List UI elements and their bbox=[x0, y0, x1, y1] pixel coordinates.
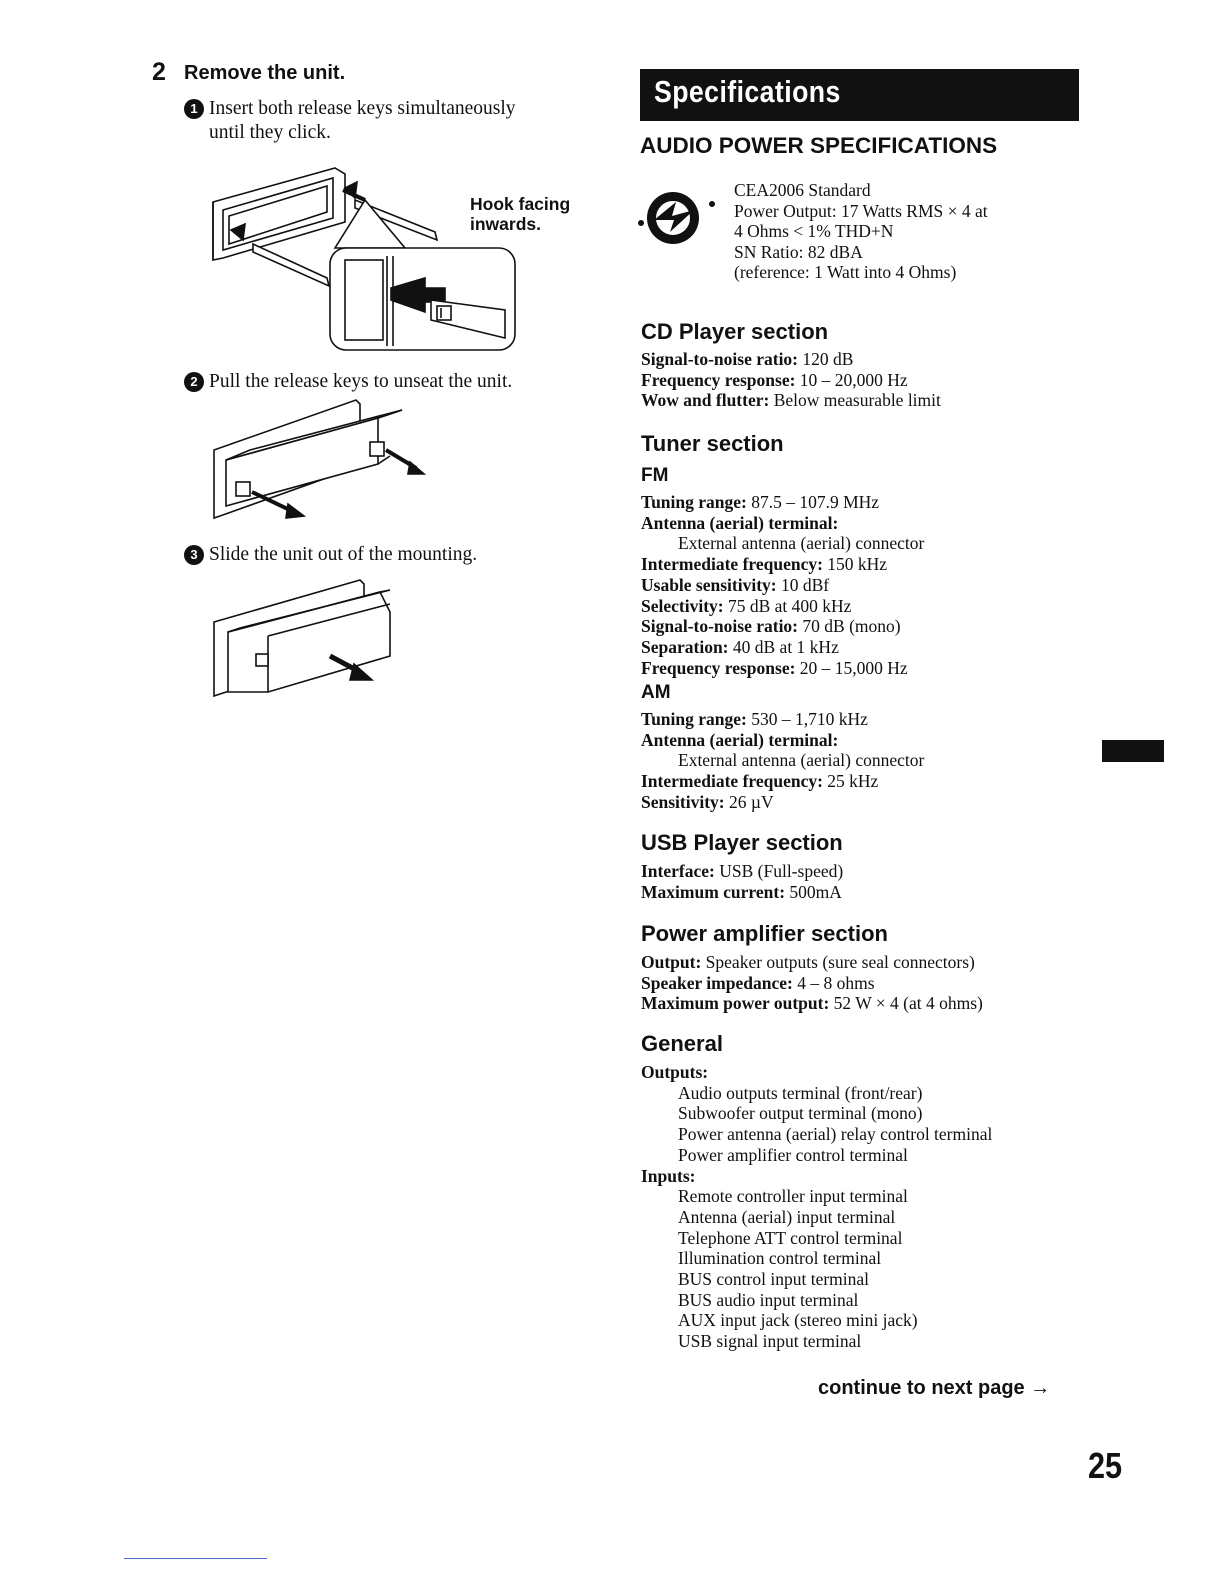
input-item: Remote controller input terminal bbox=[678, 1186, 908, 1207]
substep-1-line1: Insert both release keys simultaneously bbox=[209, 98, 516, 119]
fm-specs bbox=[641, 492, 924, 678]
spec-label: Signal-to-noise ratio: bbox=[641, 616, 799, 637]
step-title: Remove the unit. bbox=[184, 62, 346, 84]
step-3-circle-icon: 3 bbox=[184, 545, 204, 565]
spec-value: Below measurable limit bbox=[769, 390, 941, 411]
am-specs bbox=[641, 709, 924, 813]
substep-2-text: Pull the release keys to unseat the unit. bbox=[209, 371, 513, 392]
spec-label: Speaker impedance: bbox=[641, 972, 793, 993]
spec-label: Tuning range: bbox=[641, 492, 747, 512]
general-specs bbox=[641, 1062, 992, 1352]
cd-player-heading: CD Player section bbox=[641, 319, 829, 344]
spec-value: 500mA bbox=[785, 881, 842, 902]
spec-label: Usable sensitivity: bbox=[641, 574, 777, 595]
spec-value: 75 dB at 400 kHz bbox=[723, 595, 852, 616]
substep-1 bbox=[184, 97, 516, 145]
step-2-circle-icon: 2 bbox=[184, 372, 204, 392]
spec-value: External antenna (aerial) connector bbox=[678, 750, 925, 771]
input-item: USB signal input terminal bbox=[678, 1331, 862, 1352]
spec-value: 52 W × 4 (at 4 ohms) bbox=[829, 993, 983, 1014]
cea-2006-compliant-seal-icon bbox=[636, 180, 718, 254]
am-heading: AM bbox=[641, 682, 671, 703]
spec-value: External antenna (aerial) connector bbox=[678, 533, 925, 554]
spec-value: 70 dB (mono) bbox=[798, 616, 901, 637]
spec-value: 530 – 1,710 kHz bbox=[746, 709, 868, 729]
release-key-pull-illustration bbox=[210, 398, 440, 528]
substep-3 bbox=[184, 543, 477, 567]
amplifier-specs bbox=[641, 952, 983, 1014]
right-arrow-icon: → bbox=[1030, 1377, 1051, 1399]
spec-value: Speaker outputs (sure seal connectors) bbox=[701, 952, 975, 972]
spec-label: Antenna (aerial) terminal: bbox=[641, 729, 839, 750]
continue-text: continue to next page bbox=[818, 1377, 1025, 1399]
input-item: BUS audio input terminal bbox=[678, 1289, 859, 1310]
spec-label: Sensitivity: bbox=[641, 791, 725, 812]
usb-specs bbox=[641, 861, 843, 902]
hook-label-line2: inwards. bbox=[470, 214, 541, 234]
inputs-label: Inputs: bbox=[641, 1165, 696, 1186]
fm-heading: FM bbox=[641, 465, 669, 486]
cea-line-2: Power Output: 17 Watts RMS × 4 at bbox=[734, 200, 988, 221]
spec-value: 10 dBf bbox=[776, 574, 830, 595]
output-item: Power amplifier control terminal bbox=[678, 1144, 908, 1165]
spec-value: USB (Full-speed) bbox=[714, 861, 844, 881]
input-item: Antenna (aerial) input terminal bbox=[678, 1206, 896, 1227]
output-item: Audio outputs terminal (front/rear) bbox=[678, 1082, 923, 1103]
slide-unit-out-illustration bbox=[210, 576, 400, 700]
spec-label: Selectivity: bbox=[641, 595, 724, 616]
outputs-label: Outputs: bbox=[641, 1062, 709, 1082]
step-1-circle-icon: 1 bbox=[184, 99, 204, 119]
spec-label: Frequency response: bbox=[641, 657, 796, 678]
spec-value: 4 – 8 ohms bbox=[792, 972, 875, 993]
input-item: Telephone ATT control terminal bbox=[678, 1227, 903, 1248]
spec-label: Output: bbox=[641, 952, 702, 972]
release-key-insert-illustration bbox=[205, 160, 525, 360]
hook-facing-label bbox=[470, 194, 570, 234]
spec-label: Intermediate frequency: bbox=[641, 554, 823, 575]
spec-label: Maximum power output: bbox=[641, 993, 830, 1014]
spec-label: Frequency response: bbox=[641, 369, 796, 390]
spec-label: Separation: bbox=[641, 636, 729, 657]
spec-value: 150 kHz bbox=[822, 554, 888, 575]
page-number: 25 bbox=[1088, 1445, 1123, 1486]
footer-rule bbox=[124, 1558, 267, 1559]
input-item: BUS control input terminal bbox=[678, 1269, 870, 1290]
spec-value: 120 dB bbox=[798, 349, 854, 369]
audio-power-heading: AUDIO POWER SPECIFICATIONS bbox=[640, 133, 998, 158]
spec-label: Tuning range: bbox=[641, 709, 747, 729]
substep-3-text: Slide the unit out of the mounting. bbox=[209, 544, 478, 565]
cea-line-3: 4 Ohms < 1% THD+N bbox=[734, 221, 894, 241]
specifications-title: Specifications bbox=[654, 74, 841, 109]
input-item: AUX input jack (stereo mini jack) bbox=[678, 1310, 918, 1331]
specifications-banner bbox=[640, 69, 1079, 121]
substep-1-line2: until they click. bbox=[209, 122, 331, 143]
power-amplifier-heading: Power amplifier section bbox=[641, 921, 888, 946]
spec-label: Antenna (aerial) terminal: bbox=[641, 512, 839, 533]
cea-line-4: SN Ratio: 82 dBA bbox=[734, 241, 863, 262]
continue-to-next-page bbox=[818, 1377, 1050, 1400]
cea-line-5: (reference: 1 Watt into 4 Ohms) bbox=[734, 262, 957, 282]
step-number: 2 bbox=[152, 58, 166, 86]
spec-value: 25 kHz bbox=[822, 771, 879, 792]
spec-value: 10 – 20,000 Hz bbox=[795, 369, 908, 390]
cea-standard-block bbox=[734, 180, 988, 283]
usb-player-heading: USB Player section bbox=[641, 830, 843, 855]
spec-label: Wow and flutter: bbox=[641, 390, 770, 411]
general-heading: General bbox=[641, 1031, 723, 1056]
cd-player-specs bbox=[641, 349, 941, 411]
cea-line-1: CEA2006 Standard bbox=[734, 180, 871, 200]
substep-2 bbox=[184, 370, 512, 394]
tuner-heading: Tuner section bbox=[641, 431, 784, 456]
spec-value: 40 dB at 1 kHz bbox=[728, 636, 839, 657]
output-item: Subwoofer output terminal (mono) bbox=[678, 1103, 923, 1124]
spec-value: 87.5 – 107.9 MHz bbox=[746, 492, 880, 512]
spec-label: Maximum current: bbox=[641, 881, 786, 902]
spec-value: 26 µV bbox=[724, 791, 774, 812]
spec-label: Signal-to-noise ratio: bbox=[641, 349, 799, 369]
input-item: Illumination control terminal bbox=[678, 1248, 882, 1269]
hook-label-line1: Hook facing bbox=[470, 194, 571, 214]
spec-label: Intermediate frequency: bbox=[641, 771, 823, 792]
spec-label: Interface: bbox=[641, 861, 715, 881]
output-item: Power antenna (aerial) relay control terminal bbox=[678, 1124, 993, 1145]
spec-value: 20 – 15,000 Hz bbox=[795, 657, 908, 678]
section-thumb-tab bbox=[1102, 740, 1164, 762]
